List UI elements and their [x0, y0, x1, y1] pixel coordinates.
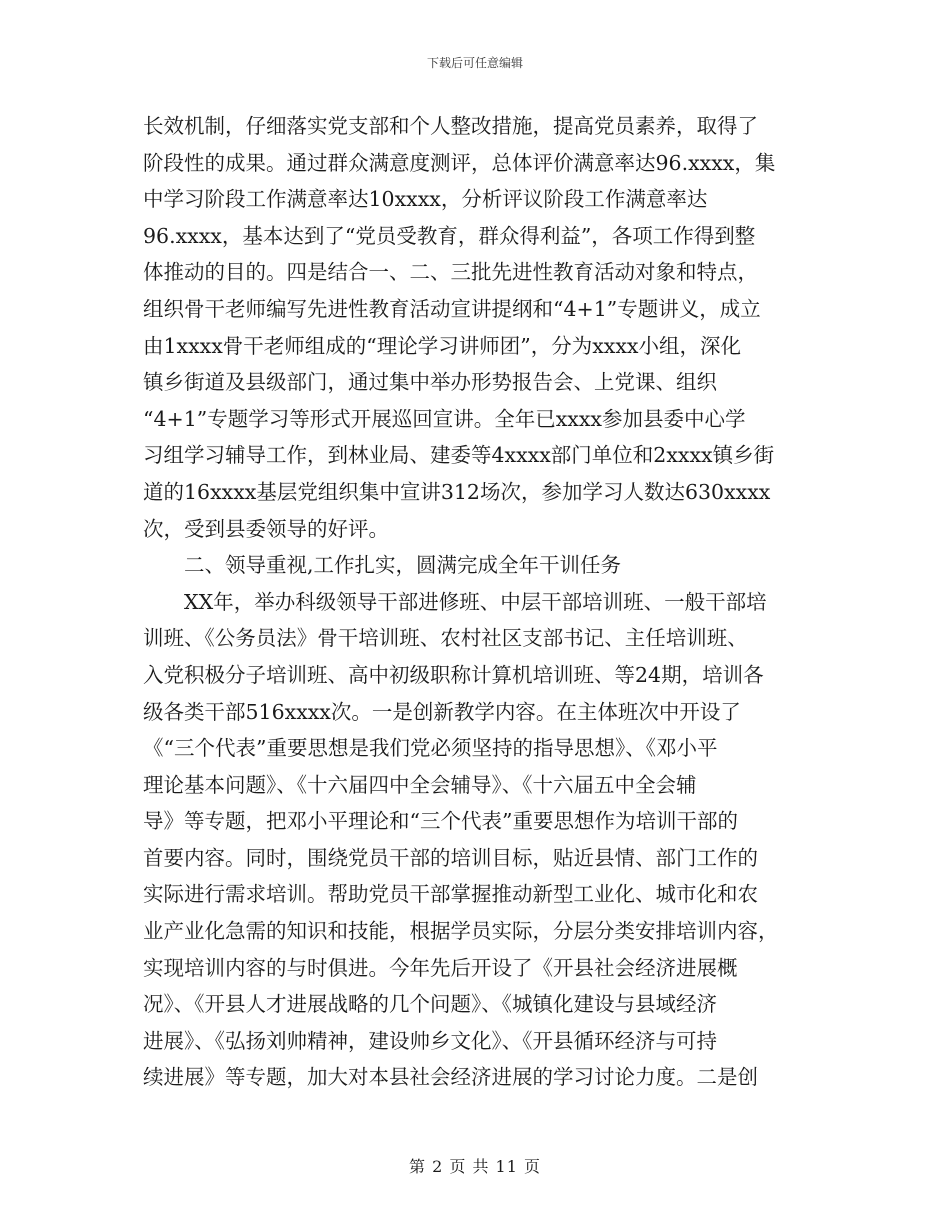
body-line: 96.xxxx，基本达到了“党员受教育，群众得利益”，各项工作得到整 [143, 223, 756, 248]
page-header: 下载后可任意编辑 [426, 56, 523, 70]
body-line: 续进展》等专题，加大对本县社会经济进展的学习讨论力度。二是创 [143, 1065, 758, 1090]
body-line: 《“三个代表”重要思想是我们党必须坚持的指导思想》、《邓小平 [143, 736, 718, 761]
body-line: 道的16xxxx基层党组织集中宣讲312场次，参加学习人数达630xxxx [143, 479, 771, 504]
body-line: 镇乡街道及县级部门，通过集中举办形势报告会、上党课、组织 [143, 370, 717, 395]
body-line: 入党积极分子培训班、高中初级职称计算机培训班、等24期，培训各 [143, 662, 764, 687]
body-line: 组织骨干老师编写先进性教育活动宣讲提纲和“4+1”专题讲义，成立 [143, 296, 761, 321]
document-body [143, 108, 808, 1096]
body-line: 由1xxxx骨干老师组成的“理论学习讲师团”，分为xxxx小组，深化 [143, 333, 741, 358]
body-line: 体推动的目的。四是结合一、二、三批先进性教育活动对象和特点， [143, 260, 758, 285]
body-line: 理论基本问题》、《十六届四中全会辅导》、《十六届五中全会辅 [143, 772, 697, 797]
body-line: 次，受到县委领导的好评。 [143, 516, 389, 541]
body-line: 阶段性的成果。通过群众满意度测评，总体评价满意率达96.xxxx，集 [143, 150, 776, 175]
body-line: 级各类干部516xxxx次。一是创新教学内容。在主体班次中开设了 [143, 699, 741, 724]
body-line: 训班、《公务员法》骨干培训班、农村社区支部书记、主任培训班、 [143, 626, 748, 651]
body-line: 长效机制，仔细落实党支部和个人整改措施，提高党员素养，取得了 [143, 114, 758, 138]
body-line: 实现培训内容的与时俱进。今年先后开设了《开县社会经济进展概 [143, 955, 738, 980]
body-line: 业产业化急需的知识和技能，根据学员实际，分层分类安排培训内容， [143, 919, 779, 944]
body-line: 导》等专题，把邓小平理论和“三个代表”重要思想作为培训干部的 [143, 809, 738, 834]
page-number-footer: 第 2 页 共 11 页 [409, 1157, 541, 1176]
body-line: 首要内容。同时，围绕党员干部的培训目标，贴近县情、部门工作的 [143, 845, 758, 870]
body-line: 况》、《开县人才进展战略的几个问题》、《城镇化建设与县域经济 [143, 992, 717, 1017]
body-line: “4+1”专题学习等形式开展巡回宣讲。全年已xxxx参加县委中心学 [143, 406, 746, 431]
body-line: 进展》、《弘扬刘帅精神，建设帅乡文化》、《开县循环经济与可持 [143, 1028, 717, 1053]
body-line: 中学习阶段工作满意率达10xxxx，分析评议阶段工作满意率达 [143, 187, 708, 212]
section-heading: 二、领导重视,工作扎实，圆满完成全年干训任务 [184, 553, 622, 578]
body-line: 习组学习辅导工作，到林业局、建委等4xxxx部门单位和2xxxx镇乡街 [143, 443, 775, 468]
body-line: 实际进行需求培训。帮助党员干部掌握推动新型工业化、城市化和农 [143, 882, 758, 907]
paragraph-start: XX年，举办科级领导干部进修班、中层干部培训班、一般干部培 [184, 589, 767, 614]
